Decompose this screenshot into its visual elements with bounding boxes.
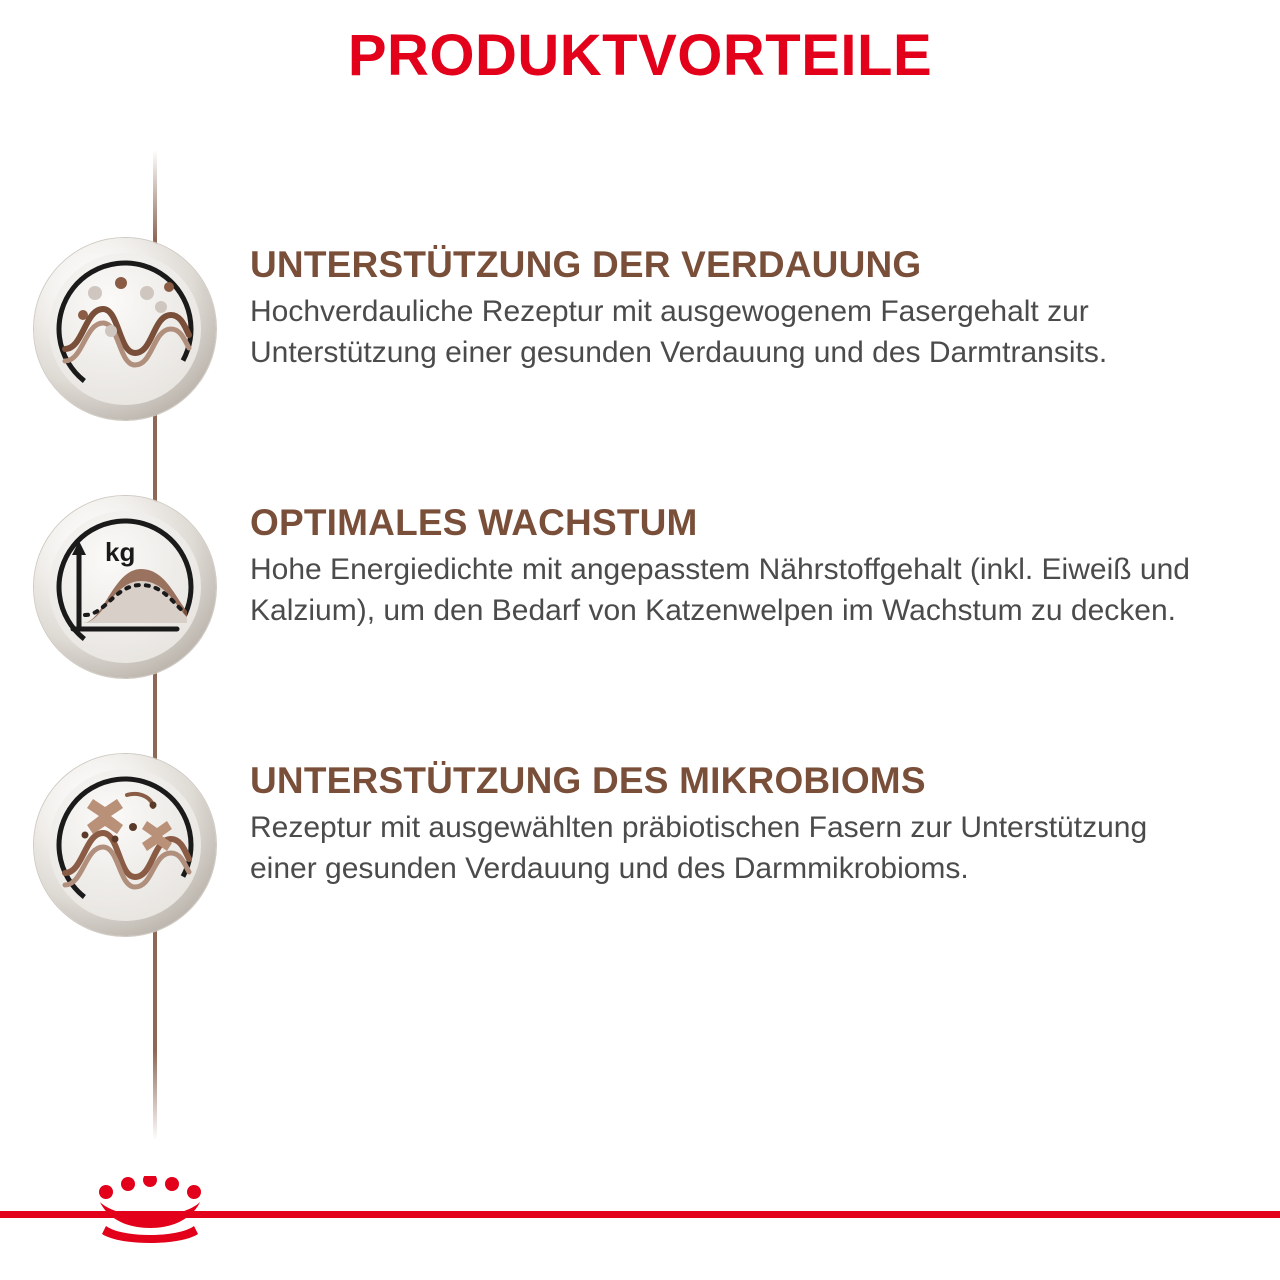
benefit-heading: UNTERSTÜTZUNG DES MIKROBIOMS [250,760,926,801]
benefit-heading: OPTIMALES WACHSTUM [250,502,698,543]
weight-growth-kg-icon [34,496,216,678]
benefit-text [250,232,1280,373]
benefit-item [0,490,1280,690]
benefit-icon-wrap [0,490,250,678]
benefit-item [0,232,1280,432]
benefit-body: Hochverdauliche Rezeptur mit ausgewogenem Fasergehalt zur Unterstützung einer gesunden Verdauung und des Darmtransits. [250,294,1108,369]
benefit-body: Rezeptur mit ausgewählten präbiotischen Fasern zur Unterstützung einer gesunden Verdauung und des Darmmikrobioms. [250,810,1148,885]
benefit-text [250,748,1280,889]
kg-label: kg [105,537,136,567]
benefit-icon-wrap [0,232,250,420]
benefit-body: Hohe Energiedichte mit angepasstem Nährstoffgehalt (inkl. Eiweiß und Kalzium), um den Bedarf von Katzenwelpen im Wachstum zu decken. [250,552,1190,627]
benefit-icon-wrap [0,748,250,936]
benefit-text [250,490,1280,631]
page-title: PRODUKTVORTEILE [347,23,933,88]
intestine-fiber-icon [34,238,216,420]
royal-canin-crown-logo [92,1176,208,1248]
benefit-heading: UNTERSTÜTZUNG DER VERDAUUNG [250,244,922,285]
benefit-item [0,748,1280,948]
microbiome-bacteria-icon [34,754,216,936]
benefits-list [0,232,1280,1006]
